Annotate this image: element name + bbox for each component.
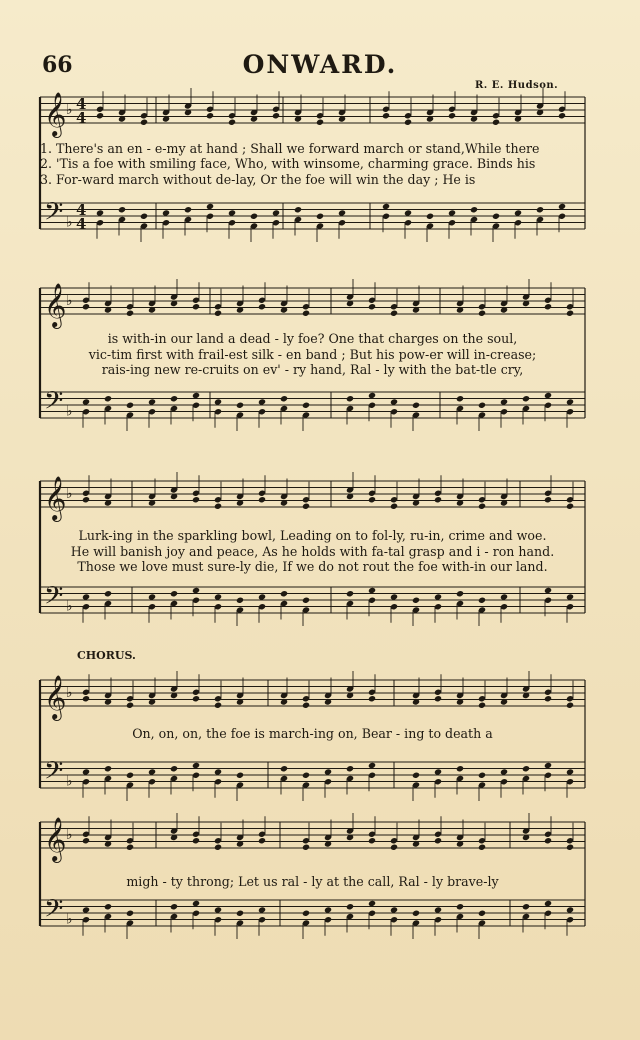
notehead [492, 119, 500, 126]
flat-icon: ♭ [66, 403, 73, 420]
notehead [434, 496, 442, 503]
notehead [82, 837, 90, 844]
chorus-label: CHORUS. [77, 649, 136, 662]
verse-1-line-1: 1. There's an en - e-my at hand ; Shall we forward march or stand,While there [40, 143, 540, 156]
notehead [104, 590, 112, 597]
notehead [184, 206, 192, 213]
notehead [478, 772, 486, 779]
notehead [126, 702, 134, 709]
treble-clef-icon: 𝄞 [44, 283, 67, 327]
notehead [272, 112, 280, 119]
notehead [434, 837, 442, 844]
notehead [140, 213, 148, 220]
notehead [214, 310, 222, 317]
notehead [302, 503, 310, 510]
notehead [448, 112, 456, 119]
treble-clef-icon: 𝄞 [44, 675, 67, 719]
notehead [280, 395, 288, 402]
notehead [104, 903, 112, 910]
notehead [192, 837, 200, 844]
notehead [192, 303, 200, 310]
bass-clef-icon: 𝄢 [44, 894, 64, 930]
flat-icon: ♭ [66, 102, 73, 118]
notehead [426, 213, 434, 220]
notehead [294, 206, 302, 213]
notehead [566, 503, 574, 510]
notehead [492, 213, 500, 220]
page-number: 66 [42, 52, 73, 78]
notehead [316, 119, 324, 126]
notehead [544, 837, 552, 844]
treble-clef-icon: 𝄞 [44, 92, 67, 136]
notehead [236, 910, 244, 917]
notehead [456, 395, 464, 402]
notehead [536, 206, 544, 213]
notehead [346, 765, 354, 772]
notehead [302, 310, 310, 317]
notehead [478, 310, 486, 317]
notehead [192, 496, 200, 503]
notehead [104, 395, 112, 402]
notehead [236, 772, 244, 779]
notehead [96, 112, 104, 119]
notehead [566, 702, 574, 709]
notehead [316, 213, 324, 220]
notehead [302, 772, 310, 779]
verse-1-line-3: Lurk-ing in the sparkling bowl, Leading on to fol-ly, ru-in, crime and woe. [78, 530, 547, 543]
notehead [126, 910, 134, 917]
treble-clef-icon: 𝄞 [44, 476, 67, 520]
notehead [280, 590, 288, 597]
notehead [390, 503, 398, 510]
verse-2-line-3: He will banish joy and peace, As he holds with fa-tal grasp and i - ron hand. [70, 546, 555, 559]
verse-3-line-3: Those we love must sure-ly die, If we do not rout the foe with-in our land. [77, 561, 548, 574]
notehead [82, 695, 90, 702]
notehead [258, 496, 266, 503]
notehead [346, 903, 354, 910]
notehead [236, 597, 244, 604]
notehead [522, 903, 530, 910]
verse-3-line-2: rais-ing new re-cruits on ev' - ry hand, Ral - ly with the bat-tle cry, [101, 364, 524, 377]
notehead [478, 702, 486, 709]
notehead [470, 206, 478, 213]
time-signature: 4 [76, 95, 87, 113]
composer-credit: R. E. Hudson. [475, 80, 559, 91]
notehead [192, 695, 200, 702]
notehead [214, 503, 222, 510]
notehead [544, 303, 552, 310]
bass-clef-icon: 𝄢 [44, 386, 64, 422]
notehead [368, 695, 376, 702]
flat-icon: ♭ [66, 685, 73, 701]
notehead [456, 903, 464, 910]
notehead [126, 772, 134, 779]
notehead [368, 837, 376, 844]
verse-3-line-1: 3. For-ward march without de-lay, Or the foe will win the day ; He is [40, 174, 476, 187]
notehead [544, 695, 552, 702]
notehead [346, 590, 354, 597]
notehead [258, 837, 266, 844]
notehead [302, 910, 310, 917]
notehead [434, 695, 442, 702]
notehead [544, 496, 552, 503]
flat-icon: ♭ [66, 911, 73, 928]
notehead [104, 765, 112, 772]
notehead [456, 765, 464, 772]
notehead [206, 112, 214, 119]
notehead [522, 765, 530, 772]
flat-icon: ♭ [66, 773, 73, 790]
notehead [302, 597, 310, 604]
notehead [170, 765, 178, 772]
notehead [214, 702, 222, 709]
notehead [456, 590, 464, 597]
notehead [82, 303, 90, 310]
notehead [390, 310, 398, 317]
notehead [126, 844, 134, 851]
notehead [170, 903, 178, 910]
notehead [412, 402, 420, 409]
notehead [566, 844, 574, 851]
staff-systems [40, 88, 585, 939]
flat-icon: ♭ [66, 293, 73, 309]
notehead [412, 772, 420, 779]
notehead [118, 206, 126, 213]
verse-1-line-2: is with-in our land a dead - ly foe? One that charges on the soul, [107, 333, 518, 346]
notehead [228, 119, 236, 126]
flat-icon: ♭ [66, 827, 73, 843]
notehead [478, 597, 486, 604]
notehead [566, 310, 574, 317]
notehead [390, 844, 398, 851]
flat-icon: ♭ [66, 598, 73, 615]
notehead [258, 303, 266, 310]
verse-2-line-2: vic-tim first with frail-est silk - en band ; But his pow-er will in-crease; [88, 349, 537, 362]
notehead [82, 496, 90, 503]
flat-icon: ♭ [66, 214, 73, 231]
verse-2-line-1: 2. 'Tis a foe with smiling face, Who, with winsome, charming grace. Binds his [40, 158, 536, 171]
chorus-line-1: On, on, on, the foe is march-ing on, Bear - ing to death a [132, 728, 493, 741]
notehead [280, 765, 288, 772]
notehead [404, 119, 412, 126]
chorus-line-2: migh - ty throng; Let us ral - ly at the call, Ral - ly brave-ly [126, 876, 499, 889]
treble-clef-icon: 𝄞 [44, 817, 67, 861]
notehead [236, 402, 244, 409]
flat-icon: ♭ [66, 486, 73, 502]
hymn-title: ONWARD. [242, 50, 398, 79]
bass-clef-icon: 𝄢 [44, 197, 64, 233]
notehead [412, 597, 420, 604]
notehead [170, 590, 178, 597]
notehead [346, 395, 354, 402]
notehead [126, 310, 134, 317]
notehead [412, 910, 420, 917]
notehead [214, 844, 222, 851]
notehead [140, 119, 148, 126]
bass-clef-icon: 𝄢 [44, 581, 64, 617]
notehead [522, 395, 530, 402]
time-signature: 4 [76, 215, 87, 233]
notehead [478, 910, 486, 917]
notehead [126, 402, 134, 409]
notehead [368, 303, 376, 310]
bass-clef-icon: 𝄢 [44, 756, 64, 792]
notehead [478, 503, 486, 510]
time-signature: 4 [76, 109, 87, 127]
notehead [302, 402, 310, 409]
notehead [478, 844, 486, 851]
notehead [382, 112, 390, 119]
notehead [302, 702, 310, 709]
notehead [250, 213, 258, 220]
notehead [478, 402, 486, 409]
notehead [368, 496, 376, 503]
notehead [170, 395, 178, 402]
notehead [558, 112, 566, 119]
notehead [302, 844, 310, 851]
time-signature: 4 [76, 201, 87, 219]
